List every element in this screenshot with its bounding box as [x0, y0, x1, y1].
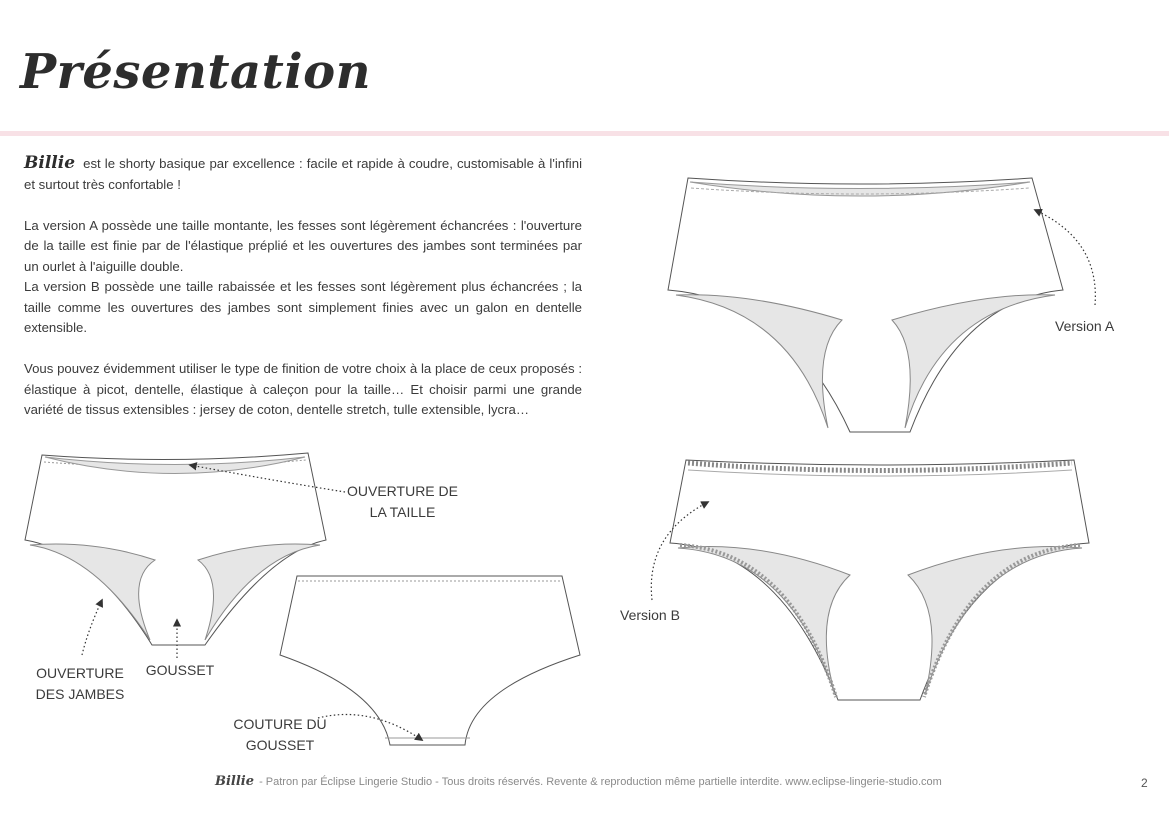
footer-text: - Patron par Éclipse Lingerie Studio - Tous droits réservés. Revente & reproduction même partielle interdite. www.eclipse-lingerie-studio.com: [259, 776, 942, 788]
intro-paragraph-4: Vous pouvez évidemment utiliser le type de finition de votre choix à la place de ceux proposés : élastique à picot, dentelle, élastique à caleçon pour la taille… Et choisir parmi une grande variété de tissus extensibles : jersey de coton, dentelle stretch, tulle extensible, lycra…: [24, 361, 582, 417]
version-a-drawing: [668, 178, 1063, 432]
brand-name: Billie: [24, 153, 76, 173]
page-title: Présentation: [20, 44, 371, 100]
version-a-label: Version A: [1055, 318, 1115, 334]
footer-brand: Billie: [215, 774, 255, 789]
footer: [215, 774, 942, 789]
page-number: 2: [1141, 776, 1148, 790]
version-b-drawing: [670, 460, 1089, 700]
gusset-label: GOUSSET: [145, 662, 215, 678]
version-b-label: Version B: [620, 607, 680, 623]
waist-opening-label: OUVERTURE DE LA TAILLE: [347, 483, 458, 520]
gusset-seam-label: COUTURE DU GOUSSET: [233, 716, 327, 753]
intro-paragraph-1: est le shorty basique par excellence : facile et rapide à coudre, customisable à l'infini et surtout très confortable !: [24, 156, 582, 192]
intro-paragraph-3: La version B possède une taille rabaissée et les fesses sont légèrement plus échancrées ; la taille comme les ouvertures des jambes sont simplement finies avec un galon en dentelle extensible.: [24, 279, 582, 335]
intro-paragraph-2: La version A possède une taille montante, les fesses sont légèrement échancrées : l'ouverture de la taille est finie par de l'élastique préplié et les ouvertures des jambes sont terminées par un ourlet à l'aiguille double.: [24, 217, 582, 274]
leg-openings-label: OUVERTURE DES JAMBES: [35, 665, 125, 702]
